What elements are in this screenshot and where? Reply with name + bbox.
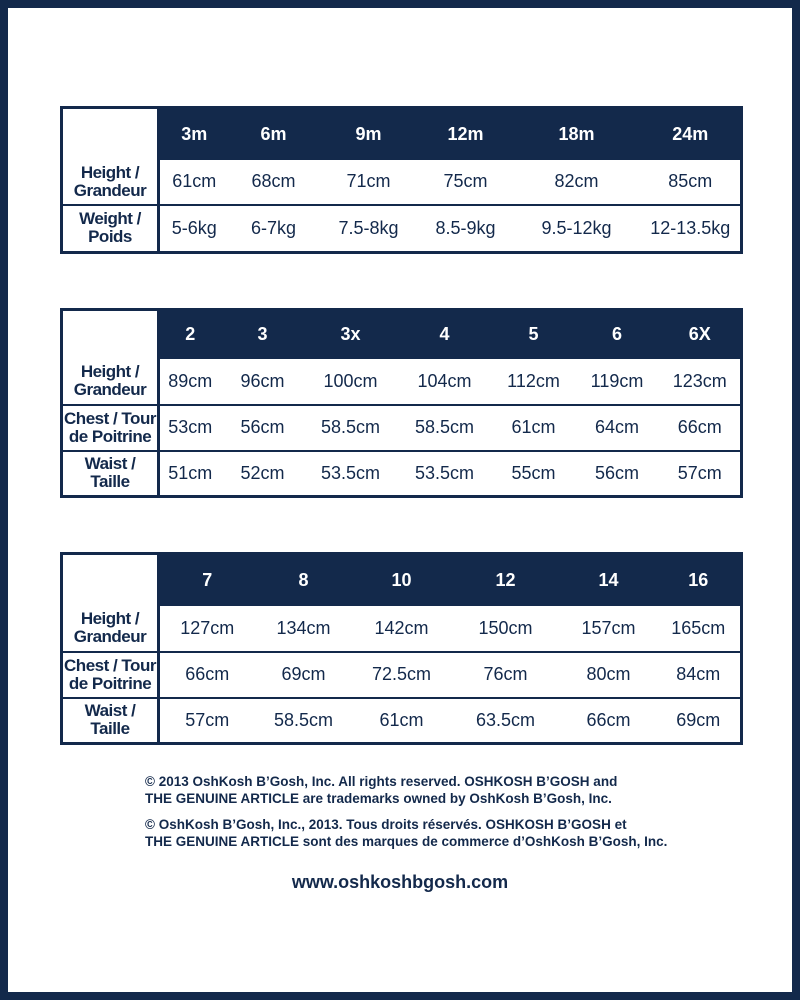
value-cell: 85cm [641,160,742,205]
row-label: Height / Grandeur [62,606,159,652]
row-label: Height / Grandeur [62,359,159,405]
size-header: 14 [561,554,657,606]
size-header: 6 [575,310,660,359]
size-header: 6m [229,108,319,160]
size-header: 2 [159,310,221,359]
value-cell: 84cm [657,652,742,698]
value-cell: 58.5cm [255,698,353,744]
row-label: Height / Grandeur [62,160,159,205]
value-cell: 51cm [159,451,221,497]
value-cell: 61cm [159,160,229,205]
size-header: 3m [159,108,229,160]
value-cell: 100cm [305,359,397,405]
value-cell: 157cm [561,606,657,652]
value-cell: 66cm [660,405,742,451]
value-cell: 9.5-12kg [513,205,641,253]
value-cell: 5-6kg [159,205,229,253]
waist-row [62,451,742,497]
value-cell: 96cm [221,359,305,405]
value-cell: 127cm [159,606,255,652]
size-header: 18m [513,108,641,160]
value-cell: 58.5cm [305,405,397,451]
value-cell: 53.5cm [305,451,397,497]
value-cell: 56cm [575,451,660,497]
value-cell: 55cm [493,451,575,497]
value-cell: 7.5-8kg [319,205,419,253]
value-cell: 82cm [513,160,641,205]
size-chart-toddler [60,308,743,498]
legal-notice-french [145,816,765,850]
value-cell: 80cm [561,652,657,698]
value-cell: 57cm [660,451,742,497]
value-cell: 63.5cm [451,698,561,744]
legal-line: THE GENUINE ARTICLE are trademarks owned by OshKosh B’Gosh, Inc. [145,791,612,806]
size-header: 6X [660,310,742,359]
value-cell: 112cm [493,359,575,405]
value-cell: 61cm [353,698,451,744]
value-cell: 142cm [353,606,451,652]
value-cell: 68cm [229,160,319,205]
chest-row [62,405,742,451]
size-chart-kids [60,552,743,745]
value-cell: 71cm [319,160,419,205]
legal-line: © OshKosh B’Gosh, Inc., 2013. Tous droits réservés. OSHKOSH B’GOSH et [145,817,627,832]
value-cell: 123cm [660,359,742,405]
row-label: Waist / Taille [62,451,159,497]
value-cell: 104cm [397,359,493,405]
chest-row [62,652,742,698]
value-cell: 69cm [657,698,742,744]
value-cell: 119cm [575,359,660,405]
value-cell: 8.5-9kg [419,205,513,253]
weight-row [62,205,742,253]
website-link[interactable]: www.oshkoshbgosh.com [291,872,509,892]
row-label: Weight / Poids [62,205,159,253]
row-label: Waist / Taille [62,698,159,744]
value-cell: 52cm [221,451,305,497]
waist-row [62,698,742,744]
size-header: 5 [493,310,575,359]
value-cell: 134cm [255,606,353,652]
value-cell: 53cm [159,405,221,451]
size-header: 12 [451,554,561,606]
value-cell: 57cm [159,698,255,744]
height-row [62,160,742,205]
value-cell: 66cm [561,698,657,744]
size-header: 3 [221,310,305,359]
legal-line: THE GENUINE ARTICLE sont des marques de commerce d’OshKosh B’Gosh, Inc. [145,834,668,849]
corner-cell [62,310,159,359]
value-cell: 58.5cm [397,405,493,451]
value-cell: 6-7kg [229,205,319,253]
height-row [62,606,742,652]
size-header: 4 [397,310,493,359]
size-chart-baby [60,106,743,254]
legal-notice-english [145,773,765,807]
corner-cell [62,554,159,606]
value-cell: 64cm [575,405,660,451]
value-cell: 76cm [451,652,561,698]
value-cell: 56cm [221,405,305,451]
row-label: Chest / Tour de Poitrine [62,405,159,451]
size-header: 3x [305,310,397,359]
size-header-row [62,310,742,359]
row-label: Chest / Tour de Poitrine [62,652,159,698]
size-header: 16 [657,554,742,606]
size-header: 10 [353,554,451,606]
size-header-row [62,554,742,606]
value-cell: 150cm [451,606,561,652]
value-cell: 75cm [419,160,513,205]
size-header: 12m [419,108,513,160]
size-header: 9m [319,108,419,160]
corner-cell [62,108,159,160]
size-header-row [62,108,742,160]
size-header: 7 [159,554,255,606]
size-header: 24m [641,108,742,160]
height-row [62,359,742,405]
value-cell: 66cm [159,652,255,698]
value-cell: 72.5cm [353,652,451,698]
value-cell: 12-13.5kg [641,205,742,253]
value-cell: 69cm [255,652,353,698]
legal-line: © 2013 OshKosh B’Gosh, Inc. All rights reserved. OSHKOSH B’GOSH and [145,774,618,789]
size-header: 8 [255,554,353,606]
value-cell: 53.5cm [397,451,493,497]
value-cell: 165cm [657,606,742,652]
value-cell: 61cm [493,405,575,451]
value-cell: 89cm [159,359,221,405]
